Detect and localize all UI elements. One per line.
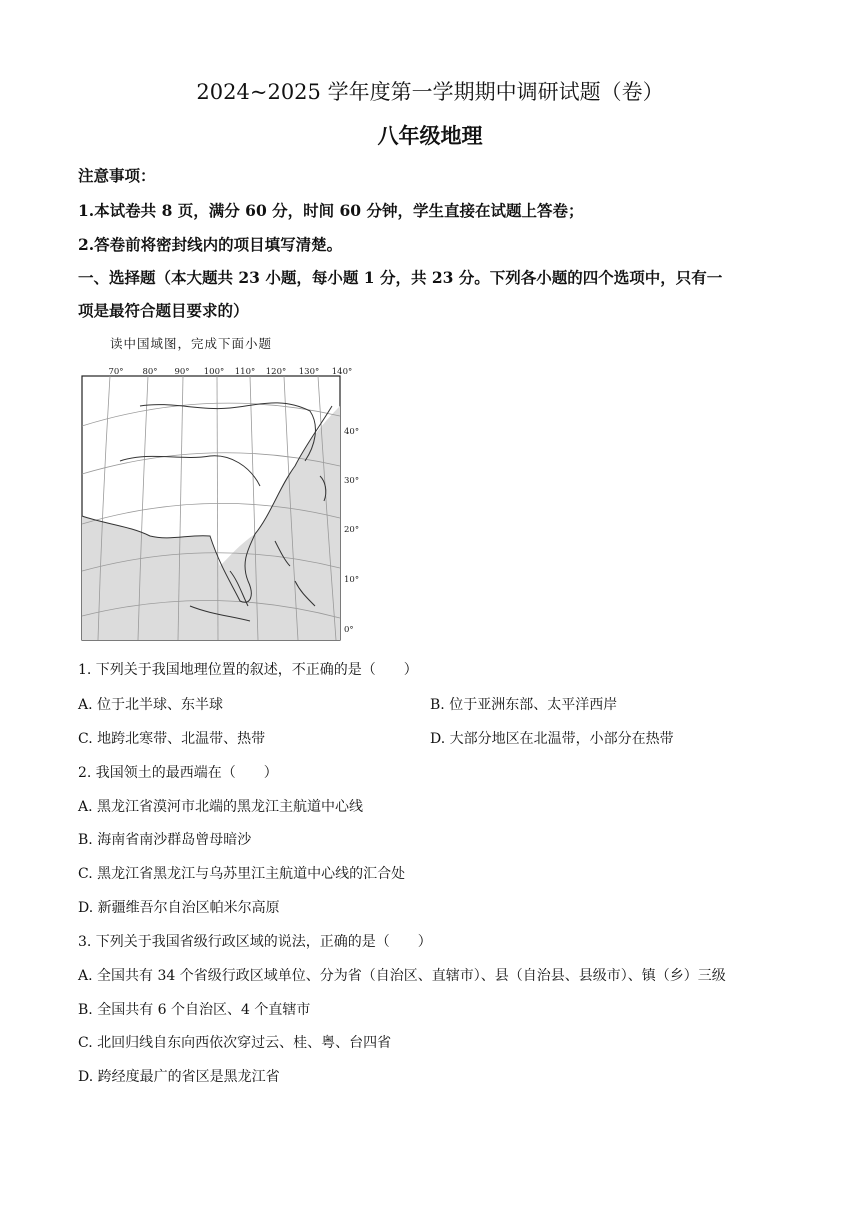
china-region-map [80,366,360,644]
notes-heading: 注意事项： [78,166,156,185]
section-heading-line1: 一、选择题（本大题共 23 小题，每小题 1 分，共 23 分。下列各小题的四个选项中，只有一 [78,268,723,287]
question-3-option-b: B. 全国共有 6 个自治区、4 个直辖市 [78,1002,311,1018]
note-item-2: 2.答卷前将密封线内的项目填写清楚。 [78,235,343,254]
note-item-1: 1.本试卷共 8 页，满分 60 分，时间 60 分钟，学生直接在试题上答卷； [78,201,584,220]
lon-label: 120° [265,367,287,377]
question-3-option-d: D. 跨经度最广的省区是黑龙江省 [78,1069,280,1085]
latitude-labels [344,427,359,635]
lat-label: 0° [344,625,354,635]
exam-subtitle: 八年级地理 [377,123,483,148]
question-3-stem: 3. 下列关于我国省级行政区域的说法，正确的是（ ） [78,934,432,950]
lon-label: 110° [234,367,256,377]
question-2-stem: 2. 我国领土的最西端在（ ） [78,765,278,781]
lon-label: 140° [331,367,353,377]
question-3-option-a: A. 全国共有 34 个省级行政区域单位、分为省（自治区、直辖市）、县（自治县、县级市）、镇（乡）三级 [78,968,726,984]
lon-label: 100° [203,367,225,377]
lon-label: 80° [142,367,158,377]
section-heading-line2: 项是最符合题目要求的） [78,301,249,320]
lat-label: 30° [344,476,360,486]
question-1-option-d: D. 大部分地区在北温带，小部分在热带 [430,731,674,747]
map-intro: 读中国域图，完成下面小题 [110,336,273,351]
question-1-stem: 1. 下列关于我国地理位置的叙述，不正确的是（ ） [78,662,418,678]
lat-label: 20° [344,525,360,535]
question-1-option-a: A. 位于北半球、东半球 [78,697,224,713]
lon-label: 130° [298,367,320,377]
exam-title: 2024~2025 学年度第一学期期中调研试题（卷） [196,80,664,104]
question-2-option-b: B. 海南省南沙群岛曾母暗沙 [78,832,252,848]
question-1-option-b: B. 位于亚洲东部、太平洋西岸 [430,697,618,713]
lon-label: 70° [108,367,124,377]
question-1-option-c: C. 地跨北寒带、北温带、热带 [78,731,266,747]
question-2-option-d: D. 新疆维吾尔自治区帕米尔高原 [78,900,280,916]
lat-label: 10° [344,575,360,585]
question-3-option-c: C. 北回归线自东向西依次穿过云、桂、粤、台四省 [78,1035,392,1051]
lat-label: 40° [344,427,360,437]
question-2-option-a: A. 黑龙江省漠河市北端的黑龙江主航道中心线 [78,799,364,815]
lon-label: 90° [174,367,190,377]
question-2-option-c: C. 黑龙江省黑龙江与乌苏里江主航道中心线的汇合处 [78,866,406,882]
